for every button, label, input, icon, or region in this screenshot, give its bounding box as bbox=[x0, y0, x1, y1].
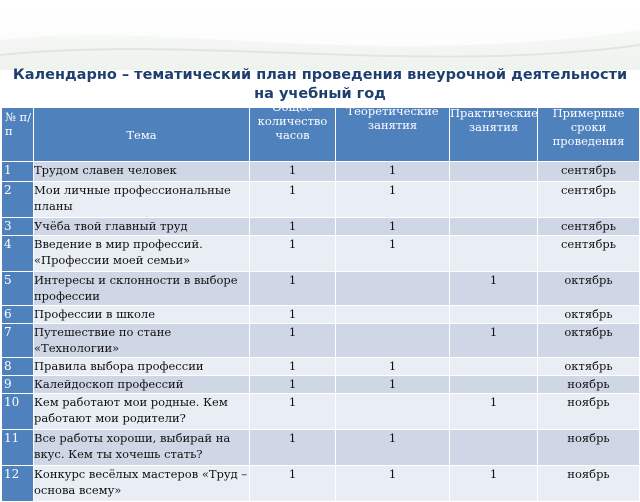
row-date: ноябрь bbox=[538, 394, 640, 430]
row-number: 12 bbox=[2, 466, 34, 502]
row-total: 1 bbox=[250, 306, 336, 324]
column-header-practice-label: Практические занятия bbox=[450, 106, 538, 134]
header-row bbox=[2, 108, 640, 162]
row-total: 1 bbox=[250, 236, 336, 272]
column-header-dates-label: Примерные сроки проведения bbox=[552, 106, 625, 148]
row-practice: 1 bbox=[450, 272, 538, 306]
row-practice bbox=[450, 218, 538, 236]
row-number: 6 bbox=[2, 306, 34, 324]
row-number: 3 bbox=[2, 218, 34, 236]
row-theory: 1 bbox=[336, 162, 450, 182]
row-theory: 1 bbox=[336, 182, 450, 218]
table-row bbox=[2, 162, 640, 182]
row-topic: Введение в мир профессий. «Профессии моей семьи» bbox=[34, 236, 250, 272]
row-number: 9 bbox=[2, 376, 34, 394]
table-row bbox=[2, 218, 640, 236]
row-date: сентябрь bbox=[538, 236, 640, 272]
row-practice: 1 bbox=[450, 394, 538, 430]
row-theory bbox=[336, 306, 450, 324]
row-total: 1 bbox=[250, 162, 336, 182]
row-theory: 1 bbox=[336, 376, 450, 394]
table-row bbox=[2, 376, 640, 394]
row-date: ноябрь bbox=[538, 466, 640, 502]
plan-table bbox=[1, 100, 640, 502]
row-date: ноябрь bbox=[538, 376, 640, 394]
row-date: ноябрь bbox=[538, 430, 640, 466]
table-row bbox=[2, 272, 640, 306]
column-header-theory bbox=[336, 104, 450, 162]
row-topic: Правила выбора профессии bbox=[34, 358, 250, 376]
row-total: 1 bbox=[250, 272, 336, 306]
column-header-topic-label: Тема bbox=[126, 128, 157, 142]
row-total: 1 bbox=[250, 358, 336, 376]
column-header-topic bbox=[34, 108, 250, 162]
row-practice bbox=[450, 358, 538, 376]
row-number: 7 bbox=[2, 324, 34, 358]
row-number: 5 bbox=[2, 272, 34, 306]
row-theory: 1 bbox=[336, 218, 450, 236]
row-practice bbox=[450, 162, 538, 182]
row-total: 1 bbox=[250, 182, 336, 218]
row-date: сентябрь bbox=[538, 218, 640, 236]
row-number: 1 bbox=[2, 162, 34, 182]
row-date: октябрь bbox=[538, 306, 640, 324]
table-row bbox=[2, 306, 640, 324]
decorative-swoosh bbox=[0, 0, 640, 70]
row-topic: Конкурс весёлых мастеров «Труд – основа всему» bbox=[34, 466, 250, 502]
row-number: 4 bbox=[2, 236, 34, 272]
row-number: 11 bbox=[2, 430, 34, 466]
row-theory bbox=[336, 272, 450, 306]
row-total: 1 bbox=[250, 376, 336, 394]
row-practice: 1 bbox=[450, 466, 538, 502]
row-topic: Все работы хороши, выбирай на вкус. Кем ты хочешь стать? bbox=[34, 430, 250, 466]
row-number: 2 bbox=[2, 182, 34, 218]
table-row bbox=[2, 394, 640, 430]
row-number: 10 bbox=[2, 394, 34, 430]
row-total: 1 bbox=[250, 218, 336, 236]
row-topic: Путешествие по стане «Технологии» bbox=[34, 324, 250, 358]
row-topic: Мои личные профессиональные планы bbox=[34, 182, 250, 218]
row-theory: 1 bbox=[336, 358, 450, 376]
row-total: 1 bbox=[250, 466, 336, 502]
row-date: октябрь bbox=[538, 272, 640, 306]
row-theory: 1 bbox=[336, 236, 450, 272]
table-row bbox=[2, 358, 640, 376]
column-header-total-hours bbox=[250, 100, 336, 162]
column-header-practice bbox=[450, 108, 538, 162]
row-total: 1 bbox=[250, 324, 336, 358]
row-date: октябрь bbox=[538, 324, 640, 358]
row-practice bbox=[450, 236, 538, 272]
row-number: 8 bbox=[2, 358, 34, 376]
row-date: октябрь bbox=[538, 358, 640, 376]
row-topic: Трудом славен человек bbox=[34, 162, 250, 182]
row-topic: Профессии в школе bbox=[34, 306, 250, 324]
column-header-theory-label: Теоретические занятия bbox=[346, 104, 439, 132]
column-header-dates bbox=[538, 108, 640, 162]
row-practice bbox=[450, 430, 538, 466]
table-row bbox=[2, 324, 640, 358]
row-topic: Интересы и склонности в выборе профессии bbox=[34, 272, 250, 306]
column-header-total-label: Общее количество часов bbox=[257, 100, 328, 142]
row-practice: 1 bbox=[450, 324, 538, 358]
table-row bbox=[2, 236, 640, 272]
row-theory bbox=[336, 394, 450, 430]
row-total: 1 bbox=[250, 430, 336, 466]
row-theory: 1 bbox=[336, 466, 450, 502]
table-row bbox=[2, 430, 640, 466]
row-topic: Калейдоскоп профессий bbox=[34, 376, 250, 394]
row-topic: Учёба твой главный труд bbox=[34, 218, 250, 236]
page-title: Календарно – тематический план проведения внеурочной деятельности на учебный год bbox=[12, 67, 628, 102]
row-date: сентябрь bbox=[538, 182, 640, 218]
table-row bbox=[2, 466, 640, 502]
row-theory bbox=[336, 324, 450, 358]
row-practice bbox=[450, 306, 538, 324]
row-theory: 1 bbox=[336, 430, 450, 466]
row-topic: Кем работают мои родные. Кем работают мои родители? bbox=[34, 394, 250, 430]
row-date: сентябрь bbox=[538, 162, 640, 182]
row-practice bbox=[450, 182, 538, 218]
column-header-number: № п/п bbox=[2, 108, 34, 162]
row-practice bbox=[450, 376, 538, 394]
row-total: 1 bbox=[250, 394, 336, 430]
table-row bbox=[2, 182, 640, 218]
